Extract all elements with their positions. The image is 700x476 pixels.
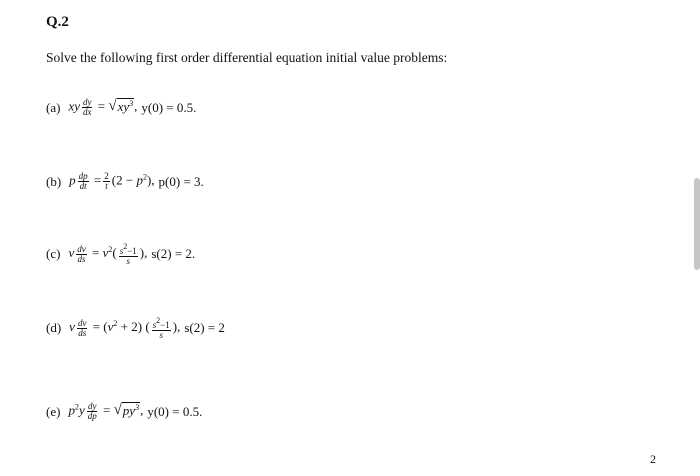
problem-label: (c) <box>46 246 61 261</box>
question-heading: Q.2 <box>46 14 69 30</box>
scrollbar-thumb[interactable] <box>694 178 700 270</box>
problem-label: (e) <box>46 403 61 419</box>
page-number: 2 <box>650 452 656 466</box>
problem-label: (d) <box>46 320 62 335</box>
problem-d <box>46 316 225 340</box>
problem-label: (b) <box>46 173 62 189</box>
problem-e <box>46 402 202 421</box>
initial-condition-b: p(0) = 3. <box>158 173 204 189</box>
problem-b <box>46 172 204 191</box>
equation-d: v $\frac{dv}{ds}$ = $(v^2 + 2)$ ( $\frac{s^2-1}{s}$ ), <box>69 316 181 340</box>
initial-condition-e: y(0) = 0.5. <box>147 403 203 419</box>
initial-condition-a: y(0) = 0.5. <box>141 99 197 115</box>
equation-b: p $\frac{dp}{dt}$ = $\frac{2}{t}$ $(2 - p^2)$, <box>69 171 155 191</box>
initial-condition-d: s(2) = 2 <box>184 320 225 335</box>
question-instructions: Solve the following first order differential equation initial value problems: <box>46 50 448 65</box>
problem-a <box>46 98 196 117</box>
equation-a: xy $\frac{dy}{dx}$ = √ $xy^3$ , <box>68 97 138 117</box>
equation-e: $p^2y$ $\frac{dy}{dp}$ = √ $py^3$ , <box>68 401 144 421</box>
problem-c <box>46 242 195 266</box>
initial-condition-c: s(2) = 2. <box>151 246 196 261</box>
problem-label: (a) <box>46 99 61 115</box>
equation-c: v $\frac{dv}{ds}$ = $v^2$( $\frac{s^2-1}{s}$ ), <box>68 242 148 266</box>
